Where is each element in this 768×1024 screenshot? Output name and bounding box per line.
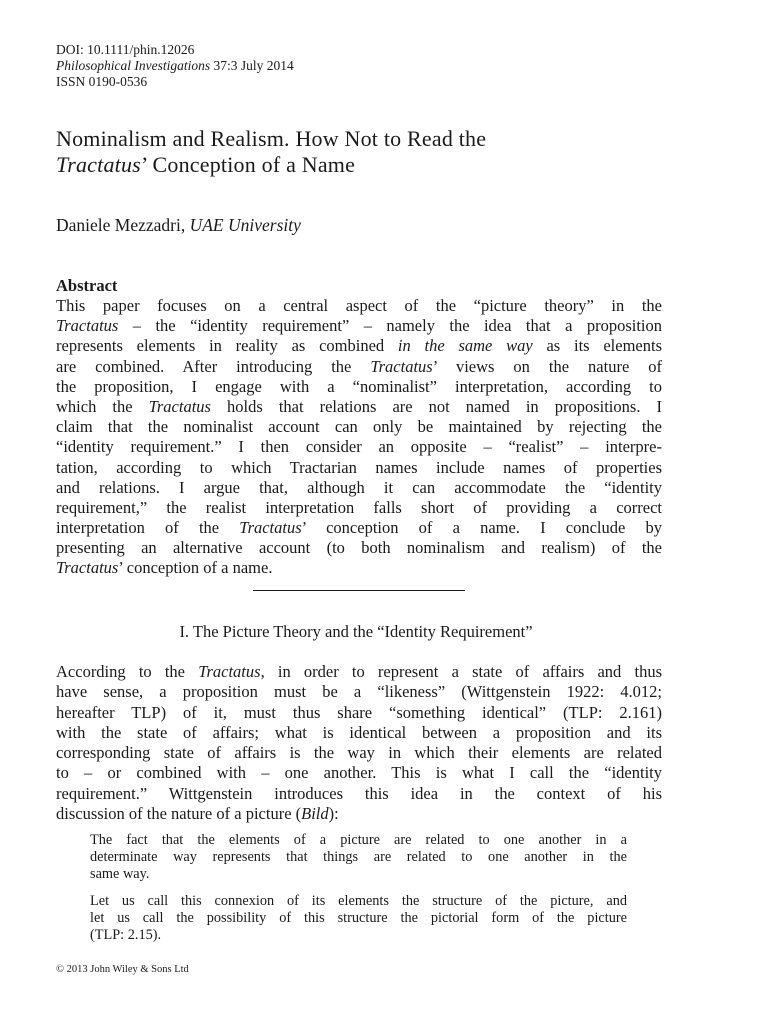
doi-line: DOI: 10.1111/phin.12026: [56, 42, 195, 57]
block-quote-2: [90, 893, 627, 944]
article-title: [56, 126, 486, 178]
copyright-notice: © 2013 John Wiley & Sons Ltd: [56, 964, 189, 975]
text-line: have sense, a proposition must be a “likeness” (Wittgenstein 1922: 4.012;: [56, 682, 662, 702]
italic-term: Tractatus: [148, 396, 211, 416]
text-line: hereafter TLP) of it, must thus share “something identical” (TLP: 2.161): [56, 702, 662, 722]
text-line: The fact that the elements of a picture are related to one another in a: [90, 832, 627, 848]
text-line: are combined. After introducing the Tractatus’ views on the nature of: [56, 356, 662, 376]
section-divider: [253, 590, 465, 591]
abstract-heading: Abstract: [56, 276, 118, 295]
italic-term: Tractatus: [56, 316, 119, 336]
title-line-2-rest: ’ Conception of a Name: [140, 152, 356, 177]
text-line: let us call the possibility of this structure the pictorial form of the picture: [90, 910, 627, 926]
text-line: same way.: [90, 866, 150, 882]
abstract-text: [56, 296, 662, 579]
journal-name: Philosophical Investigations: [56, 58, 211, 73]
section-heading: I. The Picture Theory and the “Identity Requirement”: [179, 622, 533, 641]
text-line: This paper focuses on a central aspect of the “picture theory” in the: [56, 296, 662, 315]
text-line: (TLP: 2.15).: [90, 927, 162, 943]
text-line: Tractatus’ conception of a name.: [56, 558, 273, 578]
text-line: According to the Tractatus, in order to represent a state of affairs and thus: [56, 662, 662, 681]
journal-issue: 37:3 July 2014: [213, 58, 294, 73]
italic-term: Tractatus: [370, 356, 433, 376]
text-line: the proposition, I engage with a “nominalist” interpretation, according to: [56, 376, 662, 396]
text-line: corresponding state of affairs is the way in which their elements are related: [56, 743, 662, 763]
body-paragraph: [56, 662, 662, 824]
text-line: claim that the nominalist account can only be maintained by rejecting the: [56, 417, 662, 437]
issn-line: ISSN 0190-0536: [56, 74, 148, 89]
text-line: “identity requirement.” I then consider an opposite – “realist” – interpre-: [56, 437, 662, 457]
text-line: determinate way represents that things are related to one another in the: [90, 849, 627, 865]
author-affiliation: UAE University: [189, 215, 301, 235]
text-line: requirement.” Wittgenstein introduces this idea in the context of his: [56, 783, 662, 803]
text-line: and relations. I argue that, although it can accommodate the “identity: [56, 477, 662, 497]
italic-term: in the same way: [397, 336, 533, 356]
italic-term: Tractatus: [198, 662, 261, 681]
italic-term: Tractatus: [239, 518, 302, 538]
journal-line: [56, 58, 294, 74]
title-line-2: [56, 152, 486, 178]
text-line: tation, according to which Tractarian names include names of properties: [56, 457, 662, 477]
text-line: with the state of affairs; what is identical between a proposition and its: [56, 722, 662, 742]
text-line: which the Tractatus holds that relations are not named in propositions. I: [56, 396, 662, 416]
author-name: Daniele Mezzadri,: [56, 215, 186, 235]
italic-term: Bild: [301, 804, 329, 824]
italic-term: Tractatus: [56, 558, 119, 578]
text-line: Tractatus – the “identity requirement” – namely the idea that a proposition: [56, 316, 662, 336]
title-line-1: Nominalism and Realism. How Not to Read the: [56, 126, 487, 151]
text-line: requirement,” the realist interpretation falls short of providing a correct: [56, 497, 662, 517]
article-metadata: [56, 42, 294, 90]
text-line: presenting an alternative account (to both nominalism and realism) of the: [56, 538, 662, 558]
text-line: to – or combined with – one another. This is what I call the “identity: [56, 763, 662, 783]
block-quote-1: [90, 832, 627, 883]
title-tractatus: Tractatus: [56, 152, 141, 177]
text-line: Let us call this connexion of its elements the structure of the picture, and: [90, 893, 627, 909]
text-line: interpretation of the Tractatus’ conception of a name. I conclude by: [56, 518, 662, 538]
author-line: [56, 214, 301, 236]
text-line: represents elements in reality as combined in the same way as its elements: [56, 336, 662, 356]
text-line: discussion of the nature of a picture (Bild):: [56, 804, 339, 824]
